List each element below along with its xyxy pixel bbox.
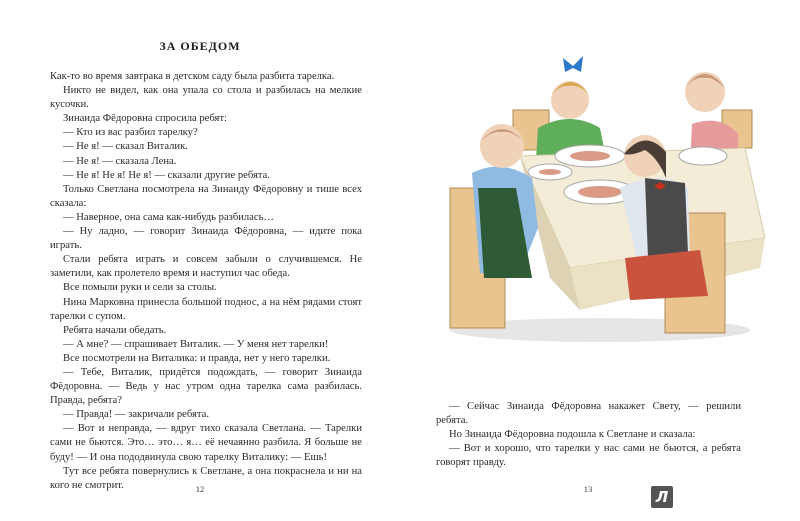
- paragraph: — Вот и хорошо, что тарелки у нас сами не бьются, а ребята говорят правду.: [436, 443, 741, 469]
- paragraph: Как-то во время завтрака в детском саду была разбита тарелка.: [50, 71, 335, 82]
- right-page-text: [436, 400, 741, 470]
- paragraph: — Кто из вас разбил тарелку?: [63, 127, 198, 139]
- paragraph: — Тебе, Виталик, придётся подождать, — говорит Зинаида Фёдоровна. — Ведь у нас утром одна тарелка сама разбилась. Правда, ребята?: [50, 366, 362, 407]
- publisher-watermark-icon: Л: [651, 486, 673, 508]
- paragraph: Ребята начали обедать.: [63, 324, 167, 336]
- left-page-text: [50, 70, 362, 493]
- paragraph: Нина Марковна принесла большой поднос, а на нём рядами стоят тарелки с супом.: [50, 296, 362, 322]
- paragraph: — Сейчас Зинаида Фёдоровна накажет Свету, — решили ребята.: [436, 401, 741, 427]
- paragraph: — Наверное, она сама как-нибудь разбилась…: [63, 211, 275, 223]
- page-number: 12: [195, 484, 205, 494]
- right-page: [400, 0, 800, 521]
- paragraph: Но Зинаида Фёдоровна подошла к Светлане и сказала:: [449, 429, 696, 441]
- paragraph: — Не я! — сказал Виталик.: [63, 141, 188, 153]
- paragraph: Зинаида Фёдоровна спросила ребят:: [63, 113, 227, 125]
- story-title: ЗА ОБЕДОМ: [159, 39, 241, 53]
- paragraph: — Не я! — сказала Лена.: [63, 155, 177, 167]
- paragraph: — Вот и неправда, — вдруг тихо сказала Светлана. — Тарелки сами не бьются. Это… это… я… её нечаянно разбила. Я больше не буду! — И она пододвинула свою тарелку Виталику: — Ешь!: [50, 423, 362, 463]
- paragraph: Стали ребята играть и совсем забыли о случившемся. Не заметили, как пролетело время и наступил час обеда.: [50, 254, 362, 280]
- paragraph: Тут все ребята повернулись к Светлане, а она покраснела и ни на кого не смотрит.: [50, 465, 362, 491]
- paragraph: — Не я! Не я! Не я! — сказали другие ребята.: [63, 169, 270, 181]
- page-number: 13: [583, 484, 593, 494]
- paragraph: — А мне? — спрашивает Виталик. — У меня нет тарелки!: [63, 338, 329, 350]
- paragraph: Только Светлана посмотрела на Зинаиду Фёдоровну и тише всех сказала:: [50, 183, 362, 209]
- paragraph: Все помыли руки и сели за столы.: [63, 282, 217, 294]
- paragraph: Все посмотрели на Виталика: и правда, нет у него тарелки.: [63, 352, 331, 364]
- paragraph: Никто не видел, как она упала со стола и разбилась на мелкие кусочки.: [50, 85, 362, 111]
- paragraph: — Ну ладно, — говорит Зинаида Фёдоровна, — идите пока играть.: [50, 226, 362, 252]
- children-eating-illustration: [420, 38, 785, 348]
- paragraph: — Правда! — закричали ребята.: [63, 409, 209, 421]
